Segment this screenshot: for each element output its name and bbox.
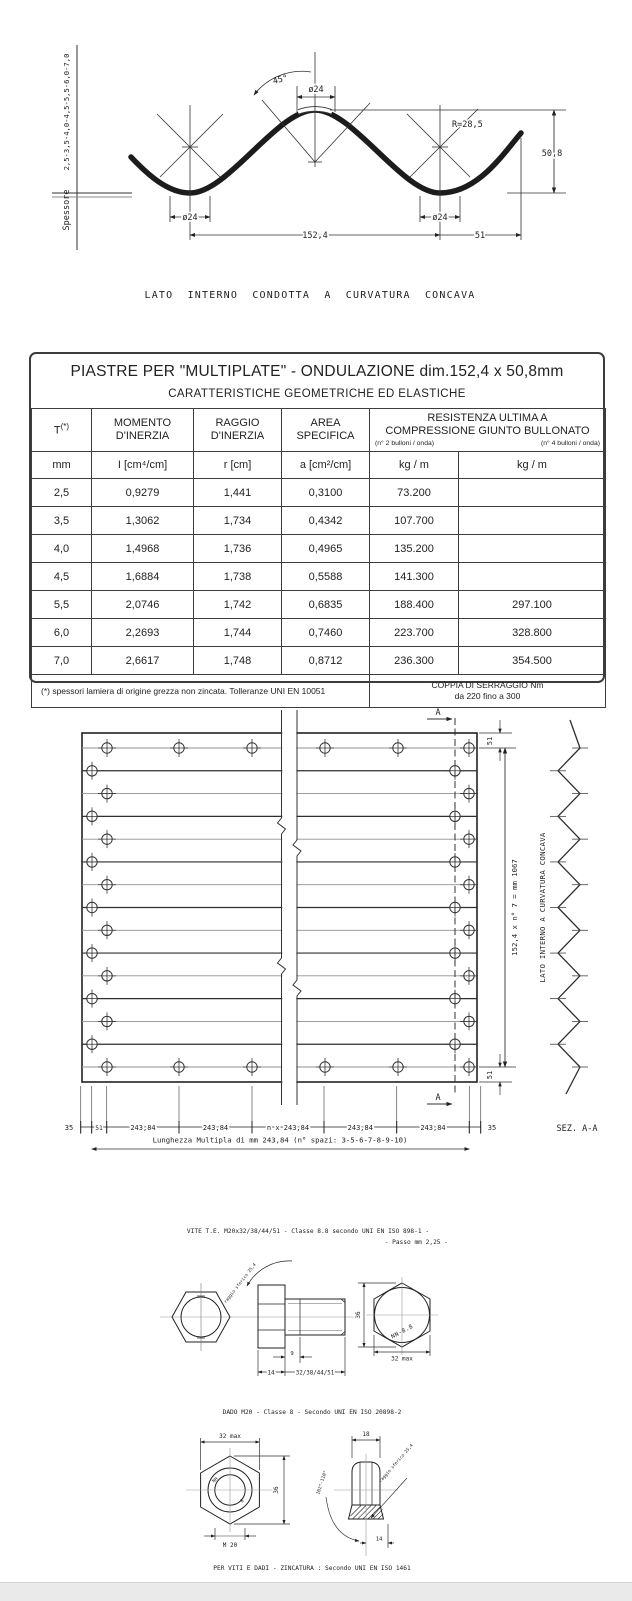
bolt-title-line2: - Passo mm 2,25 - [384, 1239, 448, 1246]
table-row [32, 563, 606, 591]
bolt-title-line1: VITE T.E. M20x32/38/44/51 - Classe 8.8 secondo UNI EN ISO 898-1 - [186, 1228, 430, 1235]
dim-243-3: 243,84 [347, 1124, 373, 1132]
plate-height-dimension: 152,4 x n° 7 = mm 1067 [510, 859, 519, 956]
nut-stamp-nh: NH [211, 1476, 220, 1485]
sez-label: SEZ. A-A [556, 1124, 598, 1134]
nut-drawing [0, 1390, 632, 1590]
dia-bottom-left-label: ø24 [182, 213, 198, 223]
plate-break [278, 708, 302, 1110]
table-row [32, 535, 606, 563]
table-cell: 1,734 [194, 507, 282, 535]
radius-label: R=28,5 [452, 120, 483, 130]
dia-bottom-right-label: ø24 [432, 213, 448, 223]
corrugation-profile-drawing [0, 20, 632, 312]
bolt-hole [83, 807, 101, 825]
nut-dim-m20: M 20 [222, 1542, 238, 1549]
header-row [32, 409, 606, 452]
table-title: PIASTRE PER "MULTIPLATE" - ONDULAZIONE dim.152,4 x 50,8mm [70, 363, 564, 380]
table-cell [459, 563, 606, 591]
left-axis [52, 45, 132, 250]
bolt-hole [83, 1035, 101, 1053]
table-cell: 223.700 [370, 619, 459, 647]
spessore-label: Spessore [62, 189, 72, 231]
plate-crest-lines-and-holes [82, 739, 478, 1076]
bolt-hole [460, 921, 478, 939]
bolt-hole [83, 762, 101, 780]
plate-drawing [0, 690, 632, 1162]
table-cell: 135.200 [370, 535, 459, 563]
unit-cell: I [cm⁴/cm] [92, 452, 194, 479]
table-cell: 6,0 [32, 619, 92, 647]
profile-caption: LATO INTERNO CONDOTTA A CURVATURA CONCAVA [144, 290, 476, 301]
nut-front-view [186, 1448, 274, 1532]
dim-243-4: 243,84 [420, 1124, 446, 1132]
dim-35-right: 35 [487, 1124, 497, 1132]
bolt-dim-9: 9 [290, 1351, 294, 1357]
bolt-head-stamp-view [366, 1277, 438, 1355]
section-marker-top: A [435, 708, 441, 718]
nut-sphere-radius-label: raggio sferico 25,4 [378, 1443, 415, 1484]
bolt-head-front-view [172, 1283, 230, 1351]
bolt-hole [83, 990, 101, 1008]
table-cell: 5,5 [32, 591, 92, 619]
side-51-label: 51 [474, 231, 486, 241]
table-cell: 2,6617 [92, 647, 194, 675]
table-cell: 1,6884 [92, 563, 194, 591]
zincatura-note: PER VITI E DADI - ZINCATURA : Secondo UNI EN ISO 1461 [213, 1565, 411, 1572]
table-cell: 1,742 [194, 591, 282, 619]
col-header-momento: MOMENTO D'INERZIA [92, 409, 194, 452]
nut-dim-36: 36 [273, 1486, 280, 1494]
table-cell: 0,4342 [282, 507, 370, 535]
table-cell: 1,3062 [92, 507, 194, 535]
unit-cell: kg / m [459, 452, 606, 479]
table-cell: 328.800 [459, 619, 606, 647]
table-cell: 0,3100 [282, 479, 370, 507]
table-cell: 1,441 [194, 479, 282, 507]
bolt-hole [460, 876, 478, 894]
table-cell: 0,6835 [282, 591, 370, 619]
thickness-values-label: 2,5-3,5-4,0-4,5-5,5-6,0-7,0 [62, 53, 71, 171]
table-row [32, 591, 606, 619]
dim-51: 51 [95, 1125, 103, 1132]
margin-bottom-label: 51 [486, 1070, 494, 1080]
units-row [32, 452, 606, 479]
bolt-hole [83, 853, 101, 871]
section-marker-bottom: A [435, 1093, 441, 1103]
table-cell: 0,9279 [92, 479, 194, 507]
dim-n-243: n x 243,84 [266, 1124, 310, 1132]
bolt-hole [98, 967, 116, 985]
data-grid [31, 408, 606, 708]
table-cell: 0,4965 [282, 535, 370, 563]
table-row [32, 507, 606, 535]
nut-dim-18: 18 [362, 1431, 370, 1438]
nut-dim-32max: 32 max [219, 1433, 241, 1440]
bolt-hole [98, 830, 116, 848]
bolt-hole [83, 899, 101, 917]
bolt-drawing [0, 1185, 632, 1390]
bolt-stamp: NN-8.8 [390, 1323, 415, 1341]
bolt-hole [389, 1058, 407, 1076]
table-cell: 4,5 [32, 563, 92, 591]
bottom-strip [0, 1582, 632, 1601]
bolt-hole [316, 739, 334, 757]
table-cell [459, 507, 606, 535]
bolt-hole [460, 1012, 478, 1030]
table-cell: 7,0 [32, 647, 92, 675]
bolt-hole [83, 944, 101, 962]
bolt-dim-32max: 32 max [391, 1355, 413, 1363]
sub-2-bulloni: (n° 2 bulloni / onda) [375, 439, 435, 447]
angle-45-label: 45° [271, 73, 290, 87]
bolt-hole [98, 876, 116, 894]
dim-243-2: 243,84 [202, 1124, 229, 1132]
table-cell: 297.100 [459, 591, 606, 619]
nut-stamp-8: 8 [239, 1498, 246, 1505]
bolt-hole [316, 1058, 334, 1076]
height-label: 50,8 [541, 149, 563, 159]
table-cell [459, 535, 606, 563]
table-cell: 4,0 [32, 535, 92, 563]
col-header-t: T(*) [32, 409, 92, 452]
table-cell: 2,2693 [92, 619, 194, 647]
table-cell: 1,748 [194, 647, 282, 675]
bolt-hole [389, 739, 407, 757]
nut-title: DADO M20 - Classe 8 - Secondo UNI EN ISO 20898-2 [222, 1409, 402, 1416]
pitch-label: 152,4 [302, 231, 328, 241]
table-cell: 1,744 [194, 619, 282, 647]
unit-cell: kg / m [370, 452, 459, 479]
bolt-hole [98, 1058, 116, 1076]
table-cell: 188.400 [370, 591, 459, 619]
table-cell: 1,738 [194, 563, 282, 591]
bolt-side-view [247, 1261, 345, 1348]
table-cell: 354.500 [459, 647, 606, 675]
table-cell: 1,4968 [92, 535, 194, 563]
bolt-sphere-radius-label: raggio sferico 25,4 [223, 1262, 258, 1305]
table-body [32, 479, 606, 675]
table-row [32, 647, 606, 675]
table-cell: 1,736 [194, 535, 282, 563]
bolt-hole [243, 739, 261, 757]
dia-top-label: ø24 [308, 85, 324, 95]
bolt-hole [98, 1012, 116, 1030]
nut-angle-label: 102°-110° [316, 1470, 329, 1496]
col-header-raggio: RAGGIO D'INERZIA [194, 409, 282, 452]
table-row [32, 619, 606, 647]
characteristics-table [29, 352, 605, 701]
margin-top-label: 51 [486, 736, 494, 746]
unit-cell: a [cm²/cm] [282, 452, 370, 479]
table-cell: 141.300 [370, 563, 459, 591]
section-a-a-wave [550, 720, 588, 1094]
bolt-hole [170, 1058, 188, 1076]
table-cell: 3,5 [32, 507, 92, 535]
coppia-serraggio: COPPIA DI SERRAGGIO Nm da 220 fino a 300 [370, 675, 606, 708]
height-dimension [330, 110, 566, 193]
unit-cell: mm [32, 452, 92, 479]
bolt-hole [170, 739, 188, 757]
wave-caption: LATO INTERNO A CURVATURA CONCAVA [538, 832, 547, 983]
length-note: Lunghezza Multipla di mm 243,84 (n° spazi: 3-5-6-7-8-9-10) [152, 1135, 408, 1145]
table-cell: 2,5 [32, 479, 92, 507]
unit-cell: r [cm] [194, 452, 282, 479]
bolt-hole [98, 739, 116, 757]
bolt-hole [460, 830, 478, 848]
pitch-dimension [190, 138, 521, 240]
sez-wave [558, 720, 580, 1094]
bolt-hole [243, 1058, 261, 1076]
sub-4-bulloni: (n° 4 bulloni / onda) [540, 439, 600, 447]
footnote: (*) spessori lamiera di origine grezza non zincata. Tolleranze UNI EN 10051 [32, 675, 370, 708]
table-cell: 0,7460 [282, 619, 370, 647]
bolt-dim-lengths: 32/38/44/51 [295, 1370, 335, 1377]
col-header-resistenza: RESISTENZA ULTIMA A COMPRESSIONE GIUNTO BULLONATO (n° 2 bulloni / onda) (n° 4 bulloni / onda) [370, 409, 606, 452]
bolt-hole [98, 921, 116, 939]
dim-35-left: 35 [64, 1124, 74, 1132]
table-cell: 236.300 [370, 647, 459, 675]
nut-side-dimensions [326, 1436, 407, 1548]
table-row [32, 479, 606, 507]
bolt-dim-14: 14 [267, 1369, 275, 1377]
nut-dim-14: 14 [375, 1536, 383, 1543]
table-cell: 0,5588 [282, 563, 370, 591]
bolt-hole [460, 785, 478, 803]
bolt-dim-36: 36 [355, 1311, 362, 1319]
dim-243-1: 243,84 [130, 1124, 156, 1132]
bolt-hole [460, 739, 478, 757]
bolt-hole [460, 967, 478, 985]
bolt-hole [98, 785, 116, 803]
table-cell: 0,8712 [282, 647, 370, 675]
table-cell: 73.200 [370, 479, 459, 507]
table-cell [459, 479, 606, 507]
col-header-area: AREA SPECIFICA [282, 409, 370, 452]
spherical-face-hatch [351, 1506, 384, 1520]
table-cell: 107.700 [370, 507, 459, 535]
table-cell: 2,0746 [92, 591, 194, 619]
bolt-hole [460, 1058, 478, 1076]
table-subtitle: CARATTERISTICHE GEOMETRICHE ED ELASTICHE [168, 388, 466, 400]
